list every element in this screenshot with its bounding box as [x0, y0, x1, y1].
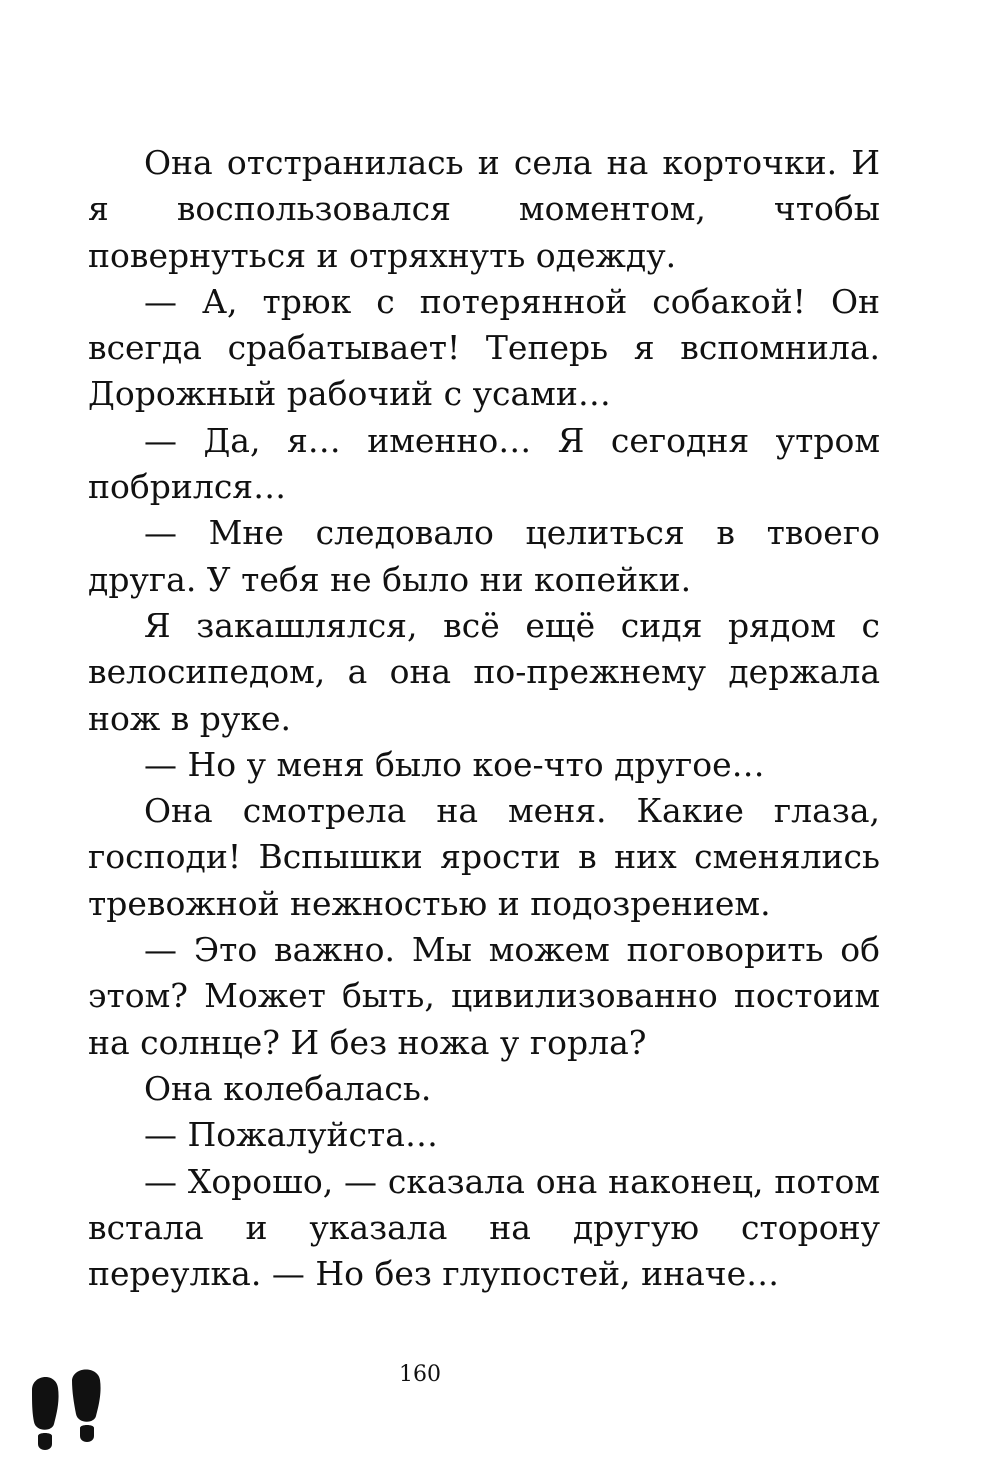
page-body-text: [88, 140, 880, 1297]
paragraph-1: Она отстранилась и села на корточки. И я воспользовался моментом, чтобы повернуться и отряхнуть одежду.: [88, 143, 880, 275]
left-footprint: [32, 1377, 59, 1450]
paragraph-9: Она колебалась.: [144, 1068, 432, 1108]
paragraph-3: — Да, я… именно… Я сегодня утром побрился…: [88, 420, 880, 507]
paragraph-2: — А, трюк с потерянной собакой! Он всегда срабатывает! Теперь я вспомнила. Дорожный рабочий с усами…: [88, 281, 880, 414]
paragraph-4: — Мне следовало целиться в твоего друга. У тебя не было ни копейки.: [88, 513, 880, 599]
paragraph-6: — Но у меня было кое-что другое…: [144, 744, 765, 784]
paragraph-11: — Хорошо, — сказала она наконец, потом встала и указала на другую сторону переулка. — Но без глупостей, иначе…: [88, 1161, 880, 1294]
paragraph-7: Она смотрела на меня. Какие глаза, господи! Вспышки ярости в них сменялись тревожной нежностью и подозрением.: [88, 791, 880, 923]
right-footprint: [72, 1370, 101, 1443]
paragraph-5: Я закашлялся, всё ещё сидя рядом с велосипедом, а она по-прежнему держала нож в руке.: [88, 605, 880, 738]
footprints-icon: [22, 1362, 112, 1462]
page-number: 160: [399, 1362, 441, 1387]
paragraph-10: — Пожалуйста…: [144, 1115, 438, 1155]
paragraph-8: — Это важно. Мы можем поговорить об этом? Может быть, цивилизованно постоим на солнце? И без ножа у горла?: [88, 930, 880, 1062]
